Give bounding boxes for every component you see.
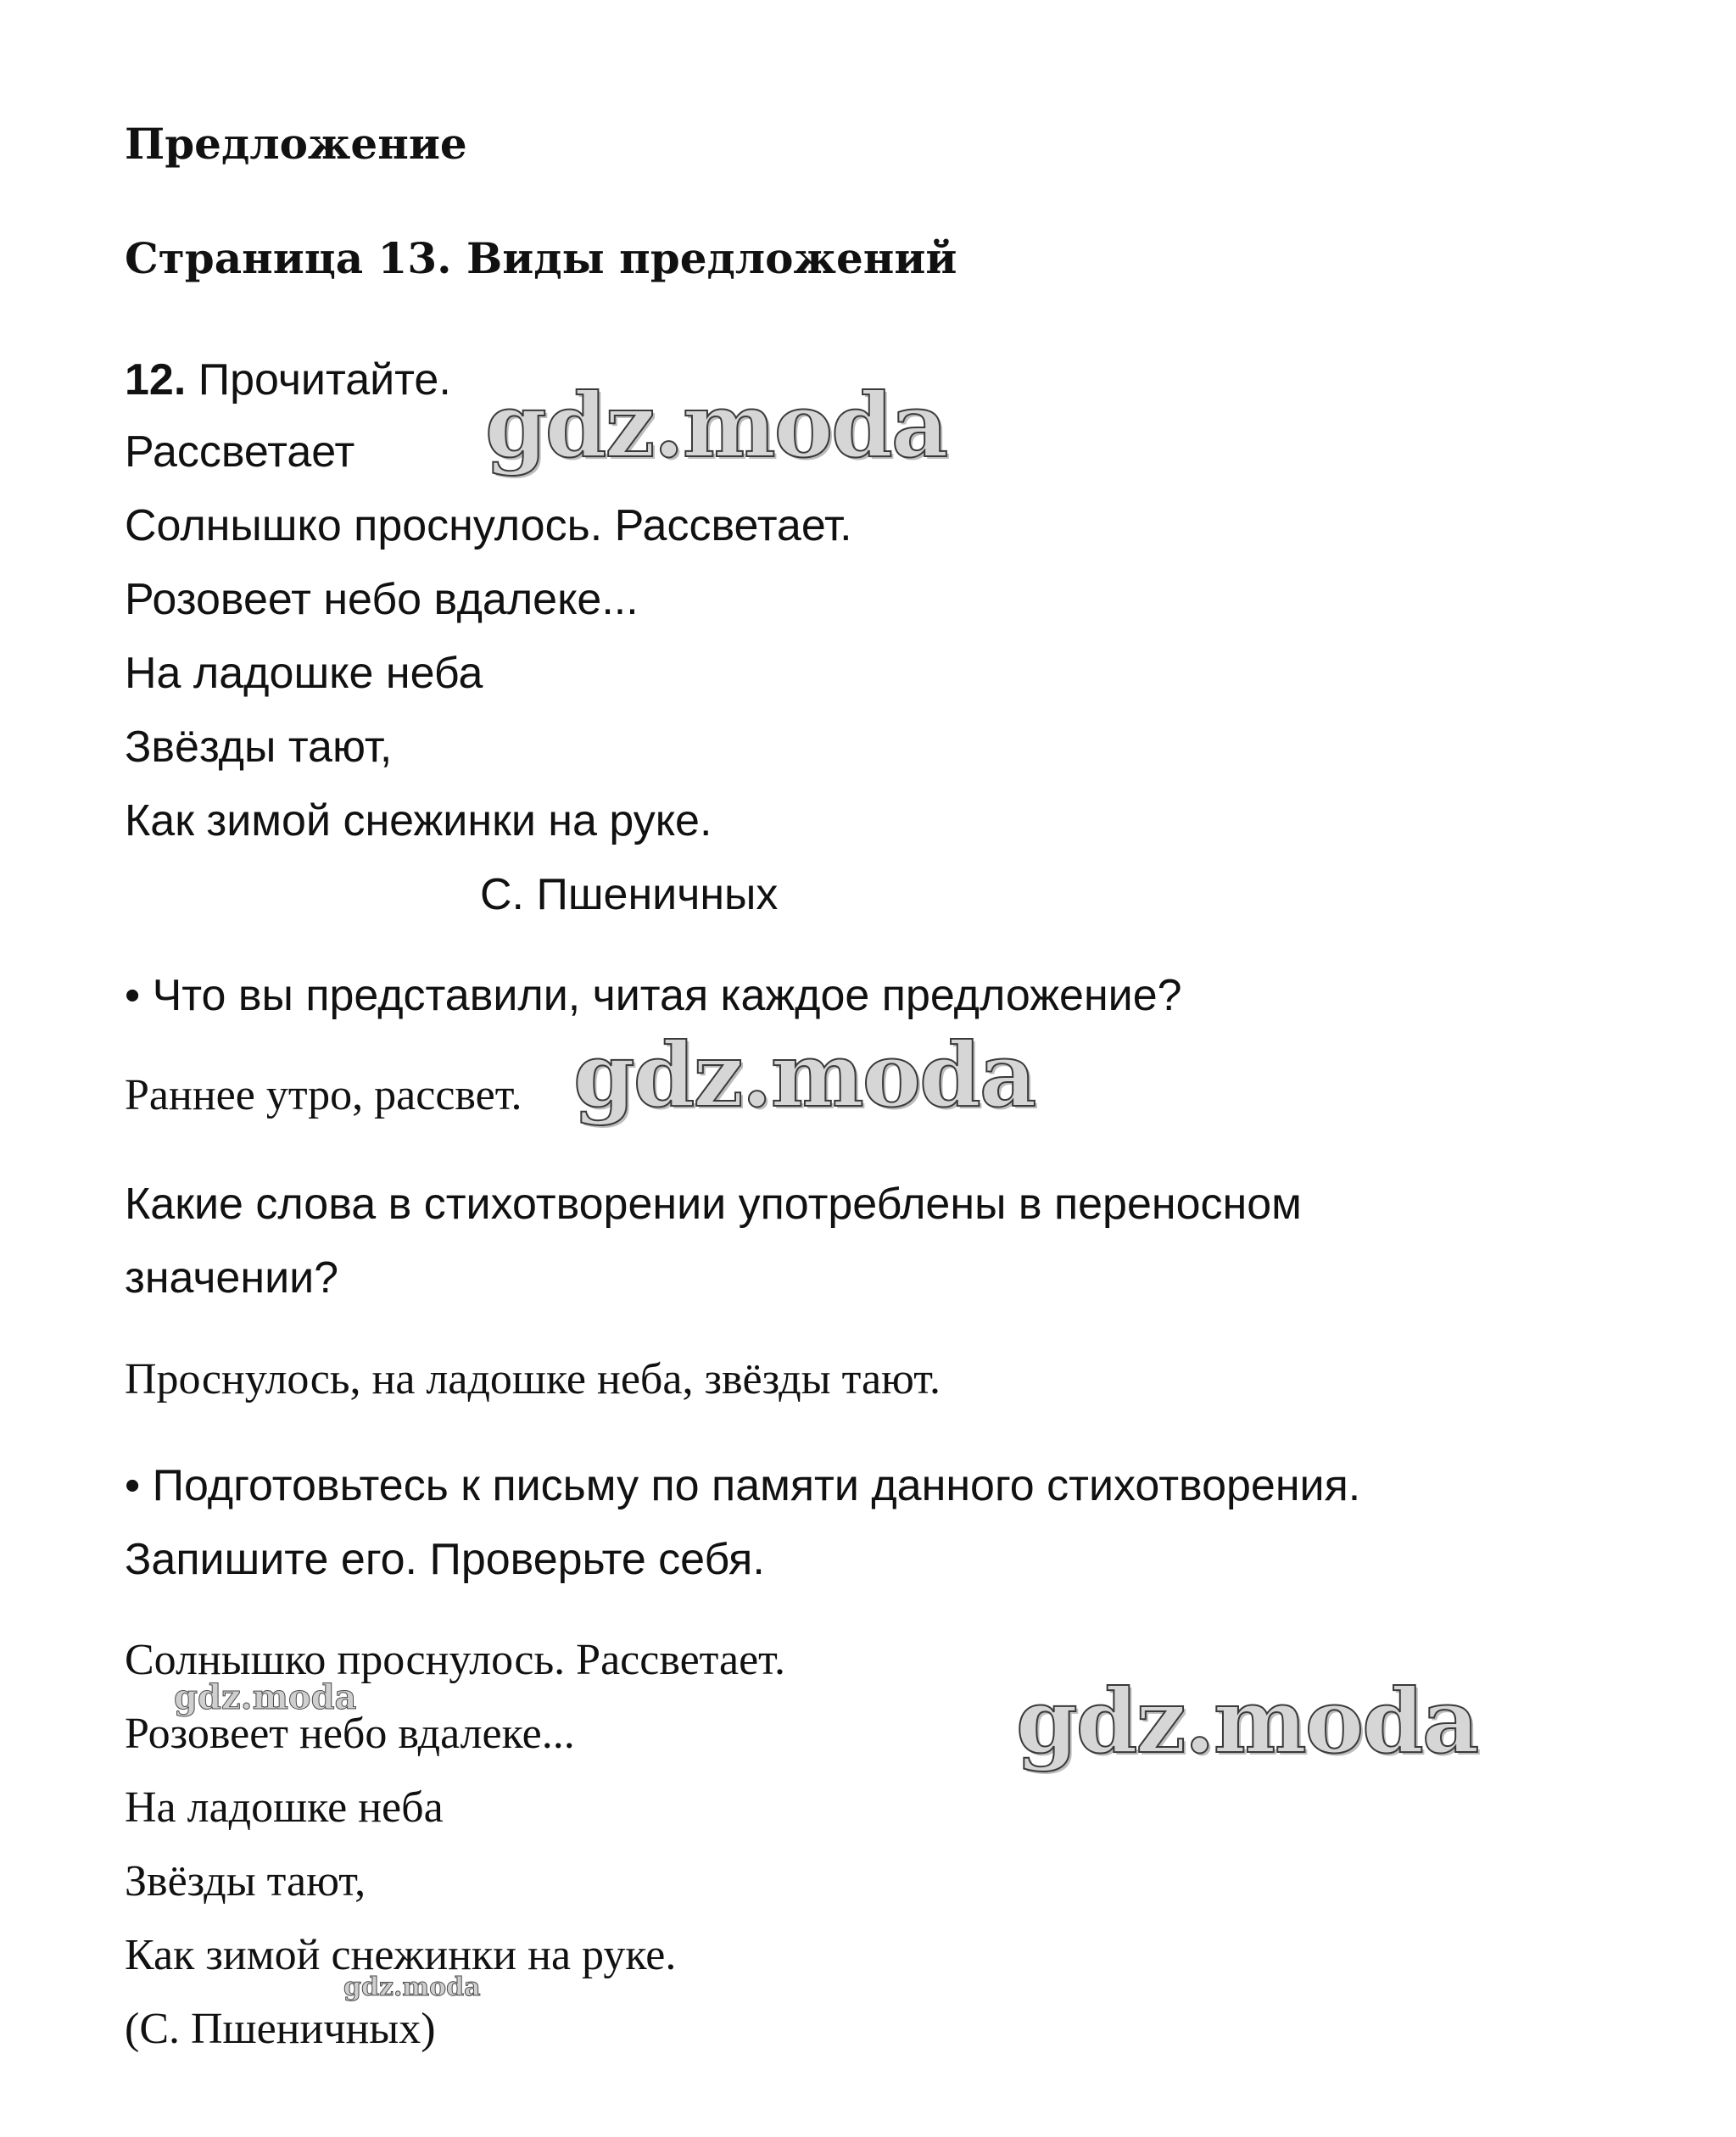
- poem-title: Рассветает: [125, 427, 355, 477]
- answer-1: Раннее утро, рассвет.: [125, 1071, 522, 1119]
- answer-2: Проснулось, на ладошке неба, звёзды тают.: [125, 1355, 941, 1403]
- watermark: gdz.moda: [174, 1677, 357, 1717]
- poem-line: Солнышко проснулось. Рассветает.: [125, 501, 852, 550]
- watermark: gdz.moda: [485, 373, 947, 477]
- poem-line: Как зимой снежинки на руке.: [125, 796, 712, 845]
- answer-3-line: Солнышко проснулось. Рассветает.: [125, 1636, 785, 1684]
- poem-author: С. Пшеничных: [480, 870, 779, 919]
- answer-3-line: Розовеет небо вдалеке...: [125, 1710, 575, 1758]
- exercise-instruction: Прочитайте.: [198, 355, 451, 405]
- question-2-line-1: Какие слова в стихотворении употреблены в переносном: [125, 1180, 1302, 1229]
- poem-line: Звёзды тают,: [125, 723, 393, 772]
- watermark: gdz.moda: [1016, 1669, 1478, 1773]
- exercise-heading: [125, 354, 451, 405]
- section-title: Предложение: [125, 119, 467, 169]
- page-title: Страница 13. Виды предложений: [125, 233, 957, 283]
- exercise-number: 12.: [125, 355, 187, 405]
- answer-3-line: (С. Пшеничных): [125, 2005, 436, 2053]
- poem-line: Розовеет небо вдалеке...: [125, 575, 639, 624]
- answer-3-line: Звёзды тают,: [125, 1857, 366, 1905]
- question-3-line-2: Запишите его. Проверьте себя.: [125, 1535, 765, 1584]
- question-1: • Что вы представили, читая каждое предложение?: [125, 971, 1182, 1020]
- poem-line: На ладошке неба: [125, 649, 483, 698]
- question-2-line-2: значении?: [125, 1253, 339, 1303]
- watermark: gdz.moda: [573, 1023, 1035, 1127]
- answer-3-line: Как зимой снежинки на руке.: [125, 1931, 677, 1979]
- answer-3-line: На ладошке неба: [125, 1783, 444, 1832]
- question-3-line-1: • Подготовьтесь к письму по памяти данного стихотворения.: [125, 1461, 1361, 1510]
- watermark: gdz.moda: [343, 1972, 481, 2002]
